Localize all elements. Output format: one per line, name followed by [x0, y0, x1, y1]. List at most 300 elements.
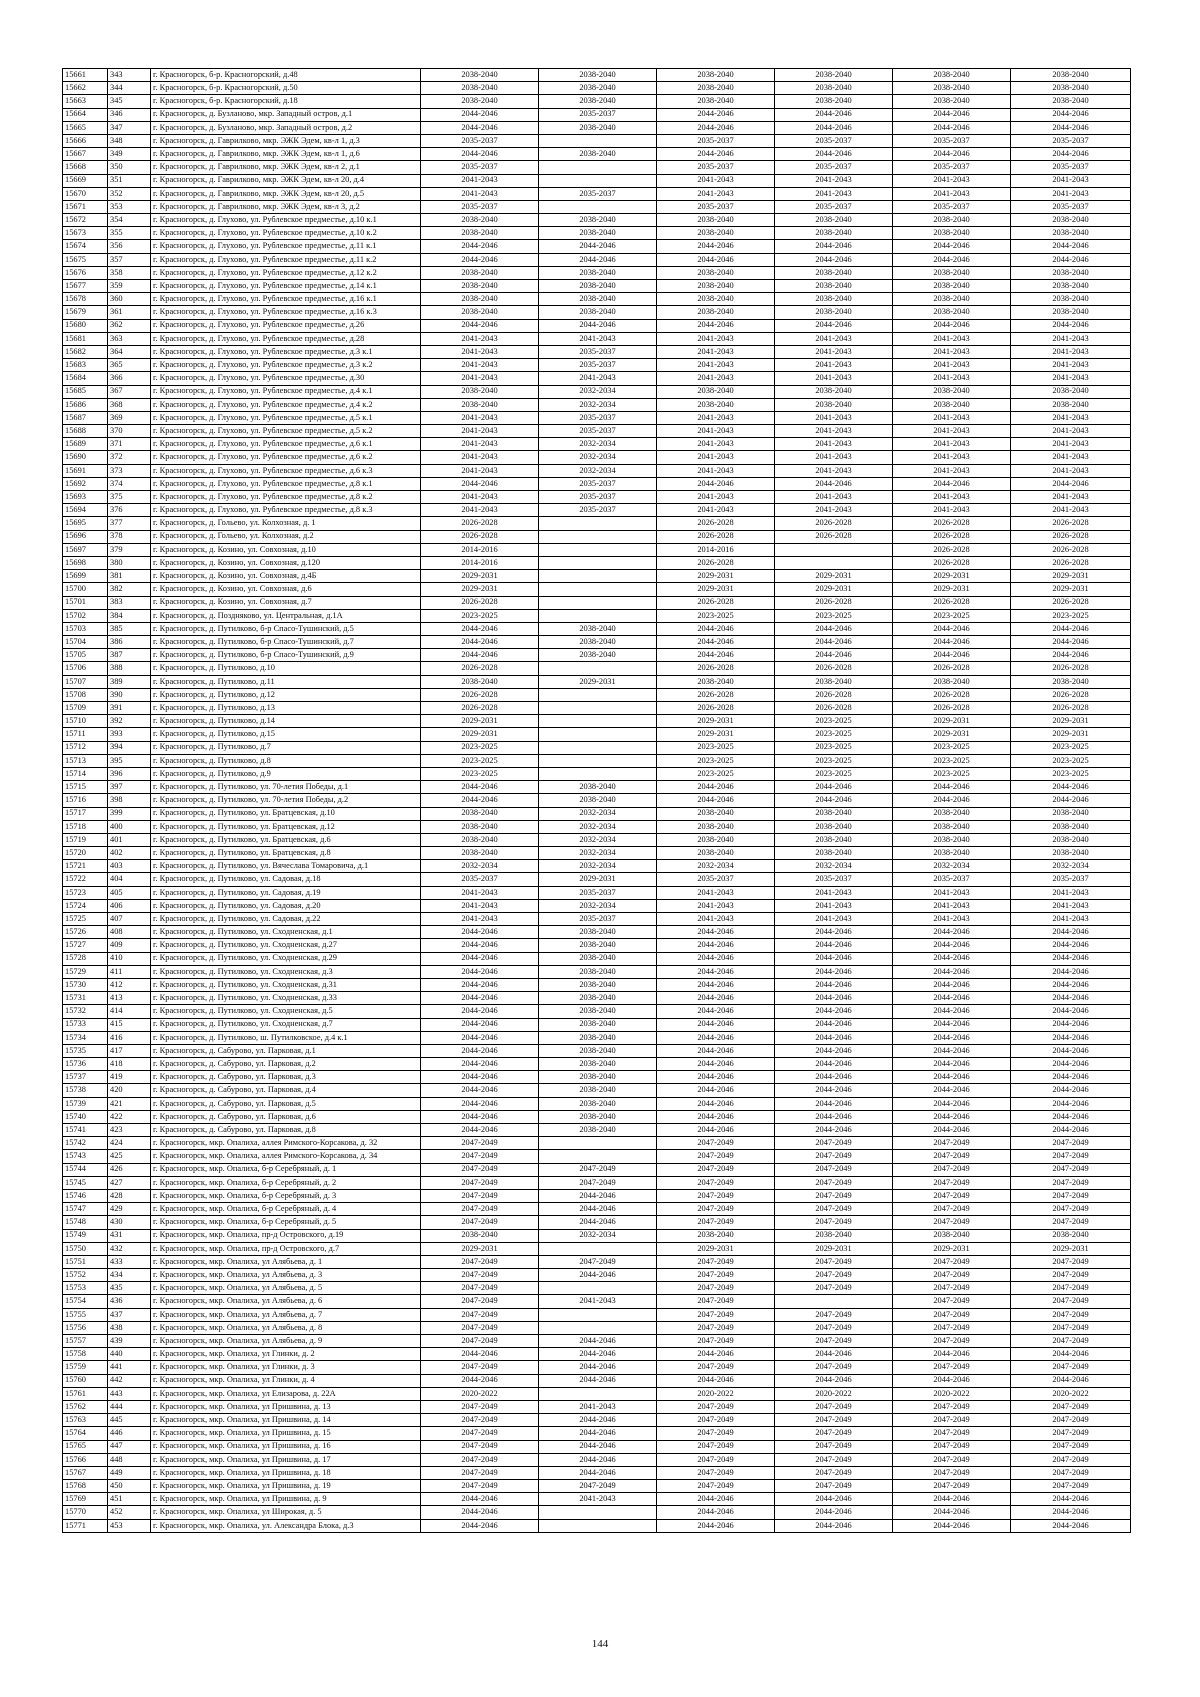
row-number-cell: 372 [108, 451, 151, 464]
period-cell: 2044-2046 [775, 1018, 893, 1031]
row-number-cell: 347 [108, 121, 151, 134]
period-cell: 2038-2040 [539, 1044, 657, 1057]
period-cell: 2047-2049 [775, 1427, 893, 1440]
address-cell: г. Красногорск, д. Глухово, ул. Рублевское предместье, д.4 к.2 [151, 398, 421, 411]
period-cell: 2044-2046 [775, 1506, 893, 1519]
period-cell: 2044-2046 [1011, 121, 1131, 134]
period-cell: 2044-2046 [893, 148, 1011, 161]
address-cell: г. Красногорск, д. Путилково, ул. Садовая, д.19 [151, 886, 421, 899]
period-cell: 2044-2046 [539, 319, 657, 332]
table-row [63, 411, 1131, 424]
period-cell: 2044-2046 [893, 1058, 1011, 1071]
address-cell: г. Красногорск, д. Путилково, д.9 [151, 767, 421, 780]
period-cell: 2044-2046 [1011, 1110, 1131, 1123]
table-row [63, 1097, 1131, 1110]
row-number-cell: 430 [108, 1216, 151, 1229]
record-id-cell: 15697 [63, 543, 108, 556]
period-cell: 2041-2043 [1011, 899, 1131, 912]
period-cell: 2044-2046 [893, 978, 1011, 991]
period-cell: 2026-2028 [421, 662, 539, 675]
table-row [63, 1150, 1131, 1163]
period-cell: 2044-2046 [1011, 108, 1131, 121]
address-cell: г. Красногорск, д. Гаврилково, мкр. ЭЖК Эдем, кв-л 20, д.5 [151, 187, 421, 200]
table-row [63, 372, 1131, 385]
row-number-cell: 444 [108, 1400, 151, 1413]
table-row [63, 1374, 1131, 1387]
period-cell: 2044-2046 [893, 1493, 1011, 1506]
period-cell: 2047-2049 [893, 1203, 1011, 1216]
period-cell: 2047-2049 [657, 1295, 775, 1308]
record-id-cell: 15736 [63, 1058, 108, 1071]
table-row [63, 741, 1131, 754]
period-cell: 2029-2031 [1011, 570, 1131, 583]
period-cell: 2044-2046 [657, 1493, 775, 1506]
record-id-cell: 15687 [63, 411, 108, 424]
address-cell: г. Красногорск, д. Глухово, ул. Рублевское предместье, д.14 к.1 [151, 280, 421, 293]
record-id-cell: 15719 [63, 833, 108, 846]
period-cell: 2044-2046 [657, 1058, 775, 1071]
table-row [63, 556, 1131, 569]
period-cell: 2038-2040 [657, 1229, 775, 1242]
period-cell: 2041-2043 [421, 886, 539, 899]
table-row [63, 174, 1131, 187]
record-id-cell: 15701 [63, 596, 108, 609]
record-id-cell: 15766 [63, 1453, 108, 1466]
row-number-cell: 376 [108, 504, 151, 517]
period-cell [539, 530, 657, 543]
record-id-cell: 15729 [63, 965, 108, 978]
address-cell: г. Красногорск, мкр. Опалиха, ул Елизарова, д. 22А [151, 1387, 421, 1400]
period-cell: 2041-2043 [657, 438, 775, 451]
period-cell: 2044-2046 [539, 1335, 657, 1348]
period-cell: 2038-2040 [539, 306, 657, 319]
period-cell: 2044-2046 [421, 992, 539, 1005]
period-cell: 2038-2040 [775, 306, 893, 319]
period-cell: 2035-2037 [1011, 873, 1131, 886]
address-cell: г. Красногорск, д. Козино, ул. Совхозная, д.10 [151, 543, 421, 556]
address-cell: г. Красногорск, д. Путилково, ул. Вячеслава Томаровича, д.1 [151, 860, 421, 873]
period-cell: 2035-2037 [775, 873, 893, 886]
period-cell: 2038-2040 [539, 1084, 657, 1097]
address-cell: г. Красногорск, мкр. Опалиха, ул Пришвина, д. 13 [151, 1400, 421, 1413]
period-cell: 2038-2040 [539, 121, 657, 134]
period-cell: 2047-2049 [1011, 1308, 1131, 1321]
period-cell [539, 767, 657, 780]
period-cell: 2038-2040 [893, 69, 1011, 82]
record-id-cell: 15668 [63, 161, 108, 174]
period-cell: 2026-2028 [421, 702, 539, 715]
period-cell: 2044-2046 [657, 477, 775, 490]
table-row [63, 926, 1131, 939]
address-cell: г. Красногорск, мкр. Опалиха, ул Глинки, д. 3 [151, 1361, 421, 1374]
record-id-cell: 15688 [63, 425, 108, 438]
period-cell: 2038-2040 [893, 280, 1011, 293]
period-cell: 2038-2040 [893, 82, 1011, 95]
table-row [63, 359, 1131, 372]
row-number-cell: 365 [108, 359, 151, 372]
period-cell: 2038-2040 [657, 214, 775, 227]
period-cell: 2044-2046 [893, 1084, 1011, 1097]
row-number-cell: 388 [108, 662, 151, 675]
record-id-cell: 15718 [63, 820, 108, 833]
record-id-cell: 15724 [63, 899, 108, 912]
row-number-cell: 431 [108, 1229, 151, 1242]
period-cell: 2041-2043 [775, 913, 893, 926]
table-row [63, 1269, 1131, 1282]
period-cell: 2038-2040 [1011, 847, 1131, 860]
period-cell: 2029-2031 [1011, 715, 1131, 728]
period-cell: 2047-2049 [775, 1400, 893, 1413]
row-number-cell: 436 [108, 1295, 151, 1308]
row-number-cell: 353 [108, 200, 151, 213]
row-number-cell: 389 [108, 675, 151, 688]
period-cell: 2041-2043 [1011, 464, 1131, 477]
period-cell: 2044-2046 [539, 240, 657, 253]
table-row [63, 1308, 1131, 1321]
period-cell: 2038-2040 [1011, 306, 1131, 319]
row-number-cell: 396 [108, 767, 151, 780]
period-cell: 2026-2028 [775, 662, 893, 675]
period-cell: 2041-2043 [775, 504, 893, 517]
period-cell [539, 702, 657, 715]
period-cell: 2047-2049 [1011, 1361, 1131, 1374]
period-cell: 2038-2040 [775, 820, 893, 833]
period-cell: 2044-2046 [775, 622, 893, 635]
period-cell: 2026-2028 [657, 556, 775, 569]
period-cell: 2047-2049 [657, 1361, 775, 1374]
period-cell: 2041-2043 [421, 174, 539, 187]
address-cell: г. Красногорск, д. Гаврилково, мкр. ЭЖК Эдем, кв-л 3, д.2 [151, 200, 421, 213]
address-cell: г. Красногорск, мкр. Опалиха, б-р Серебряный, д. 2 [151, 1176, 421, 1189]
row-number-cell: 424 [108, 1137, 151, 1150]
period-cell: 2047-2049 [657, 1150, 775, 1163]
row-number-cell: 355 [108, 227, 151, 240]
period-cell: 2047-2049 [893, 1282, 1011, 1295]
period-cell: 2038-2040 [1011, 807, 1131, 820]
period-cell: 2035-2037 [539, 886, 657, 899]
row-number-cell: 405 [108, 886, 151, 899]
record-id-cell: 15708 [63, 688, 108, 701]
period-cell: 2047-2049 [657, 1269, 775, 1282]
period-cell: 2044-2046 [1011, 1493, 1131, 1506]
record-id-cell: 15709 [63, 702, 108, 715]
period-cell: 2044-2046 [421, 1031, 539, 1044]
period-cell: 2035-2037 [775, 134, 893, 147]
row-number-cell: 354 [108, 214, 151, 227]
period-cell: 2035-2037 [893, 161, 1011, 174]
record-id-cell: 15690 [63, 451, 108, 464]
table-row [63, 1348, 1131, 1361]
period-cell: 2032-2034 [657, 860, 775, 873]
period-cell: 2047-2049 [893, 1335, 1011, 1348]
period-cell: 2038-2040 [539, 82, 657, 95]
period-cell: 2041-2043 [1011, 174, 1131, 187]
table-row [63, 385, 1131, 398]
period-cell: 2044-2046 [775, 1071, 893, 1084]
table-row [63, 1282, 1131, 1295]
period-cell: 2038-2040 [421, 833, 539, 846]
period-cell: 2032-2034 [1011, 860, 1131, 873]
period-cell: 2038-2040 [539, 1097, 657, 1110]
period-cell: 2026-2028 [893, 688, 1011, 701]
record-id-cell: 15703 [63, 622, 108, 635]
period-cell: 2044-2046 [1011, 253, 1131, 266]
period-cell: 2044-2046 [893, 1519, 1011, 1532]
period-cell: 2038-2040 [893, 266, 1011, 279]
period-cell: 2047-2049 [775, 1189, 893, 1202]
record-id-cell: 15740 [63, 1110, 108, 1123]
period-cell: 2038-2040 [421, 807, 539, 820]
period-cell: 2047-2049 [1011, 1400, 1131, 1413]
table-row [63, 1466, 1131, 1479]
period-cell: 2038-2040 [1011, 266, 1131, 279]
address-cell: г. Красногорск, д. Глухово, ул. Рублевское предместье, д.6 к.1 [151, 438, 421, 451]
period-cell: 2041-2043 [775, 174, 893, 187]
table-row [63, 1189, 1131, 1202]
row-number-cell: 443 [108, 1387, 151, 1400]
page-number: 144 [591, 1638, 609, 1650]
period-cell: 2023-2025 [1011, 767, 1131, 780]
address-cell: г. Красногорск, д. Глухово, ул. Рублевское предместье, д.28 [151, 332, 421, 345]
row-number-cell: 449 [108, 1466, 151, 1479]
address-cell: г. Красногорск, д. Гаврилково, мкр. ЭЖК Эдем, кв-л 2, д.1 [151, 161, 421, 174]
period-cell: 2035-2037 [421, 200, 539, 213]
row-number-cell: 358 [108, 266, 151, 279]
period-cell: 2038-2040 [421, 306, 539, 319]
period-cell: 2038-2040 [893, 847, 1011, 860]
table-row [63, 662, 1131, 675]
period-cell: 2044-2046 [775, 636, 893, 649]
period-cell: 2038-2040 [1011, 95, 1131, 108]
period-cell: 2029-2031 [893, 570, 1011, 583]
period-cell: 2041-2043 [421, 411, 539, 424]
period-cell: 2038-2040 [657, 807, 775, 820]
record-id-cell: 15733 [63, 1018, 108, 1031]
address-cell: г. Красногорск, д. Путилково, ул. Сходненская, д.7 [151, 1018, 421, 1031]
table-row [63, 1321, 1131, 1334]
table-row [63, 1124, 1131, 1137]
period-cell: 2047-2049 [775, 1453, 893, 1466]
period-cell: 2047-2049 [775, 1137, 893, 1150]
period-cell: 2041-2043 [421, 491, 539, 504]
period-cell: 2023-2025 [775, 754, 893, 767]
period-cell [539, 1387, 657, 1400]
period-cell: 2035-2037 [539, 187, 657, 200]
address-cell: г. Красногорск, мкр. Опалиха, ул Алябьева, д. 8 [151, 1321, 421, 1334]
period-cell: 2041-2043 [539, 332, 657, 345]
address-cell: г. Красногорск, д. Путилково, ул. Садовая, д.22 [151, 913, 421, 926]
row-number-cell: 440 [108, 1348, 151, 1361]
address-cell: г. Красногорск, д. Путилково, б-р Спасо-Тушинский, д.9 [151, 649, 421, 662]
period-cell [539, 1150, 657, 1163]
row-number-cell: 394 [108, 741, 151, 754]
period-cell: 2047-2049 [657, 1189, 775, 1202]
row-number-cell: 435 [108, 1282, 151, 1295]
row-number-cell: 439 [108, 1335, 151, 1348]
period-cell: 2041-2043 [421, 913, 539, 926]
period-cell: 2044-2046 [1011, 1506, 1131, 1519]
record-id-cell: 15743 [63, 1150, 108, 1163]
row-number-cell: 413 [108, 992, 151, 1005]
period-cell: 2014-2016 [421, 556, 539, 569]
record-id-cell: 15720 [63, 847, 108, 860]
period-cell: 2023-2025 [1011, 754, 1131, 767]
row-number-cell: 361 [108, 306, 151, 319]
address-cell: г. Красногорск, д. Глухово, ул. Рублевское предместье, д.4 к.1 [151, 385, 421, 398]
period-cell: 2047-2049 [657, 1255, 775, 1268]
row-number-cell: 364 [108, 345, 151, 358]
record-id-cell: 15674 [63, 240, 108, 253]
record-id-cell: 15753 [63, 1282, 108, 1295]
record-id-cell: 15699 [63, 570, 108, 583]
period-cell: 2038-2040 [539, 1124, 657, 1137]
address-cell: г. Красногорск, д. Гаврилково, мкр. ЭЖК Эдем, кв-л 1, д.3 [151, 134, 421, 147]
period-cell: 2044-2046 [421, 108, 539, 121]
period-cell: 2044-2046 [657, 636, 775, 649]
row-number-cell: 433 [108, 1255, 151, 1268]
table-row [63, 306, 1131, 319]
table-row [63, 860, 1131, 873]
record-id-cell: 15670 [63, 187, 108, 200]
period-cell [539, 1242, 657, 1255]
address-cell: г. Красногорск, мкр. Опалиха, ул Пришвина, д. 9 [151, 1493, 421, 1506]
period-cell: 2044-2046 [539, 1216, 657, 1229]
record-id-cell: 15704 [63, 636, 108, 649]
period-cell: 2044-2046 [421, 1058, 539, 1071]
period-cell: 2026-2028 [657, 530, 775, 543]
record-id-cell: 15759 [63, 1361, 108, 1374]
period-cell: 2047-2049 [893, 1466, 1011, 1479]
period-cell: 2044-2046 [775, 794, 893, 807]
period-cell: 2041-2043 [657, 372, 775, 385]
table-row [63, 200, 1131, 213]
period-cell: 2032-2034 [539, 860, 657, 873]
period-cell: 2047-2049 [775, 1255, 893, 1268]
period-cell: 2035-2037 [539, 425, 657, 438]
period-cell: 2047-2049 [1011, 1453, 1131, 1466]
period-cell: 2047-2049 [421, 1480, 539, 1493]
row-number-cell: 410 [108, 952, 151, 965]
period-cell: 2044-2046 [421, 240, 539, 253]
row-number-cell: 352 [108, 187, 151, 200]
period-cell: 2029-2031 [657, 583, 775, 596]
period-cell: 2038-2040 [539, 794, 657, 807]
address-cell: г. Красногорск, д. Бузланово, мкр. Западный остров, д.2 [151, 121, 421, 134]
period-cell: 2041-2043 [775, 187, 893, 200]
record-id-cell: 15680 [63, 319, 108, 332]
period-cell: 2044-2046 [893, 1005, 1011, 1018]
address-cell: г. Красногорск, д. Глухово, ул. Рублевское предместье, д.11 к.2 [151, 253, 421, 266]
record-id-cell: 15693 [63, 491, 108, 504]
address-cell: г. Красногорск, д. Глухово, ул. Рублевское предместье, д.8 к.1 [151, 477, 421, 490]
period-cell: 2044-2046 [657, 148, 775, 161]
period-cell: 2044-2046 [1011, 319, 1131, 332]
period-cell: 2044-2046 [775, 1084, 893, 1097]
record-id-cell: 15727 [63, 939, 108, 952]
table-row [63, 1295, 1131, 1308]
table-row [63, 82, 1131, 95]
period-cell: 2041-2043 [657, 886, 775, 899]
record-id-cell: 15676 [63, 266, 108, 279]
period-cell: 2038-2040 [657, 833, 775, 846]
address-cell: г. Красногорск, мкр. Опалиха, б-р Серебряный, д. 5 [151, 1216, 421, 1229]
period-cell: 2044-2046 [539, 1269, 657, 1282]
table-row [63, 293, 1131, 306]
address-cell: г. Красногорск, д. Путилково, ул. 70-летия Победы, д.2 [151, 794, 421, 807]
address-cell: г. Красногорск, д. Сабурово, ул. Парковая, д.6 [151, 1110, 421, 1123]
period-cell: 2044-2046 [775, 992, 893, 1005]
period-cell: 2038-2040 [657, 675, 775, 688]
period-cell: 2044-2046 [421, 1071, 539, 1084]
period-cell: 2044-2046 [775, 965, 893, 978]
record-id-cell: 15686 [63, 398, 108, 411]
period-cell: 2041-2043 [539, 1493, 657, 1506]
period-cell: 2044-2046 [421, 1084, 539, 1097]
period-cell: 2041-2043 [775, 451, 893, 464]
period-cell: 2035-2037 [1011, 200, 1131, 213]
period-cell [539, 1321, 657, 1334]
period-cell: 2038-2040 [1011, 820, 1131, 833]
address-cell: г. Красногорск, д. Путилково, д.8 [151, 754, 421, 767]
period-cell: 2041-2043 [775, 359, 893, 372]
period-cell: 2038-2040 [539, 1110, 657, 1123]
period-cell: 2029-2031 [1011, 1242, 1131, 1255]
record-id-cell: 15737 [63, 1071, 108, 1084]
period-cell: 2047-2049 [421, 1189, 539, 1202]
period-cell: 2023-2025 [421, 741, 539, 754]
period-cell: 2041-2043 [657, 464, 775, 477]
table-row [63, 583, 1131, 596]
period-cell: 2044-2046 [657, 781, 775, 794]
period-cell: 2047-2049 [893, 1440, 1011, 1453]
row-number-cell: 377 [108, 517, 151, 530]
record-id-cell: 15712 [63, 741, 108, 754]
period-cell: 2044-2046 [893, 1097, 1011, 1110]
table-row [63, 1137, 1131, 1150]
period-cell: 2026-2028 [657, 702, 775, 715]
record-id-cell: 15683 [63, 359, 108, 372]
table-row [63, 886, 1131, 899]
record-id-cell: 15757 [63, 1335, 108, 1348]
record-id-cell: 15752 [63, 1269, 108, 1282]
period-cell: 2044-2046 [893, 319, 1011, 332]
period-cell: 2041-2043 [775, 425, 893, 438]
record-id-cell: 15755 [63, 1308, 108, 1321]
period-cell: 2035-2037 [421, 873, 539, 886]
period-cell: 2044-2046 [421, 636, 539, 649]
record-id-cell: 15664 [63, 108, 108, 121]
period-cell: 2035-2037 [775, 161, 893, 174]
period-cell: 2038-2040 [421, 398, 539, 411]
period-cell: 2044-2046 [421, 1124, 539, 1137]
table-row [63, 1084, 1131, 1097]
period-cell [539, 570, 657, 583]
period-cell: 2047-2049 [421, 1269, 539, 1282]
period-cell: 2038-2040 [1011, 385, 1131, 398]
period-cell: 2041-2043 [893, 913, 1011, 926]
period-cell: 2038-2040 [539, 781, 657, 794]
address-cell: г. Красногорск, мкр. Опалиха, б-р Серебряный, д. 1 [151, 1163, 421, 1176]
row-number-cell: 428 [108, 1189, 151, 1202]
period-cell: 2047-2049 [1011, 1176, 1131, 1189]
address-cell: г. Красногорск, д. Глухово, ул. Рублевское предместье, д.10 к.1 [151, 214, 421, 227]
record-id-cell: 15702 [63, 609, 108, 622]
period-cell: 2038-2040 [657, 69, 775, 82]
period-cell: 2038-2040 [893, 833, 1011, 846]
record-id-cell: 15667 [63, 148, 108, 161]
row-number-cell: 397 [108, 781, 151, 794]
period-cell: 2047-2049 [1011, 1216, 1131, 1229]
